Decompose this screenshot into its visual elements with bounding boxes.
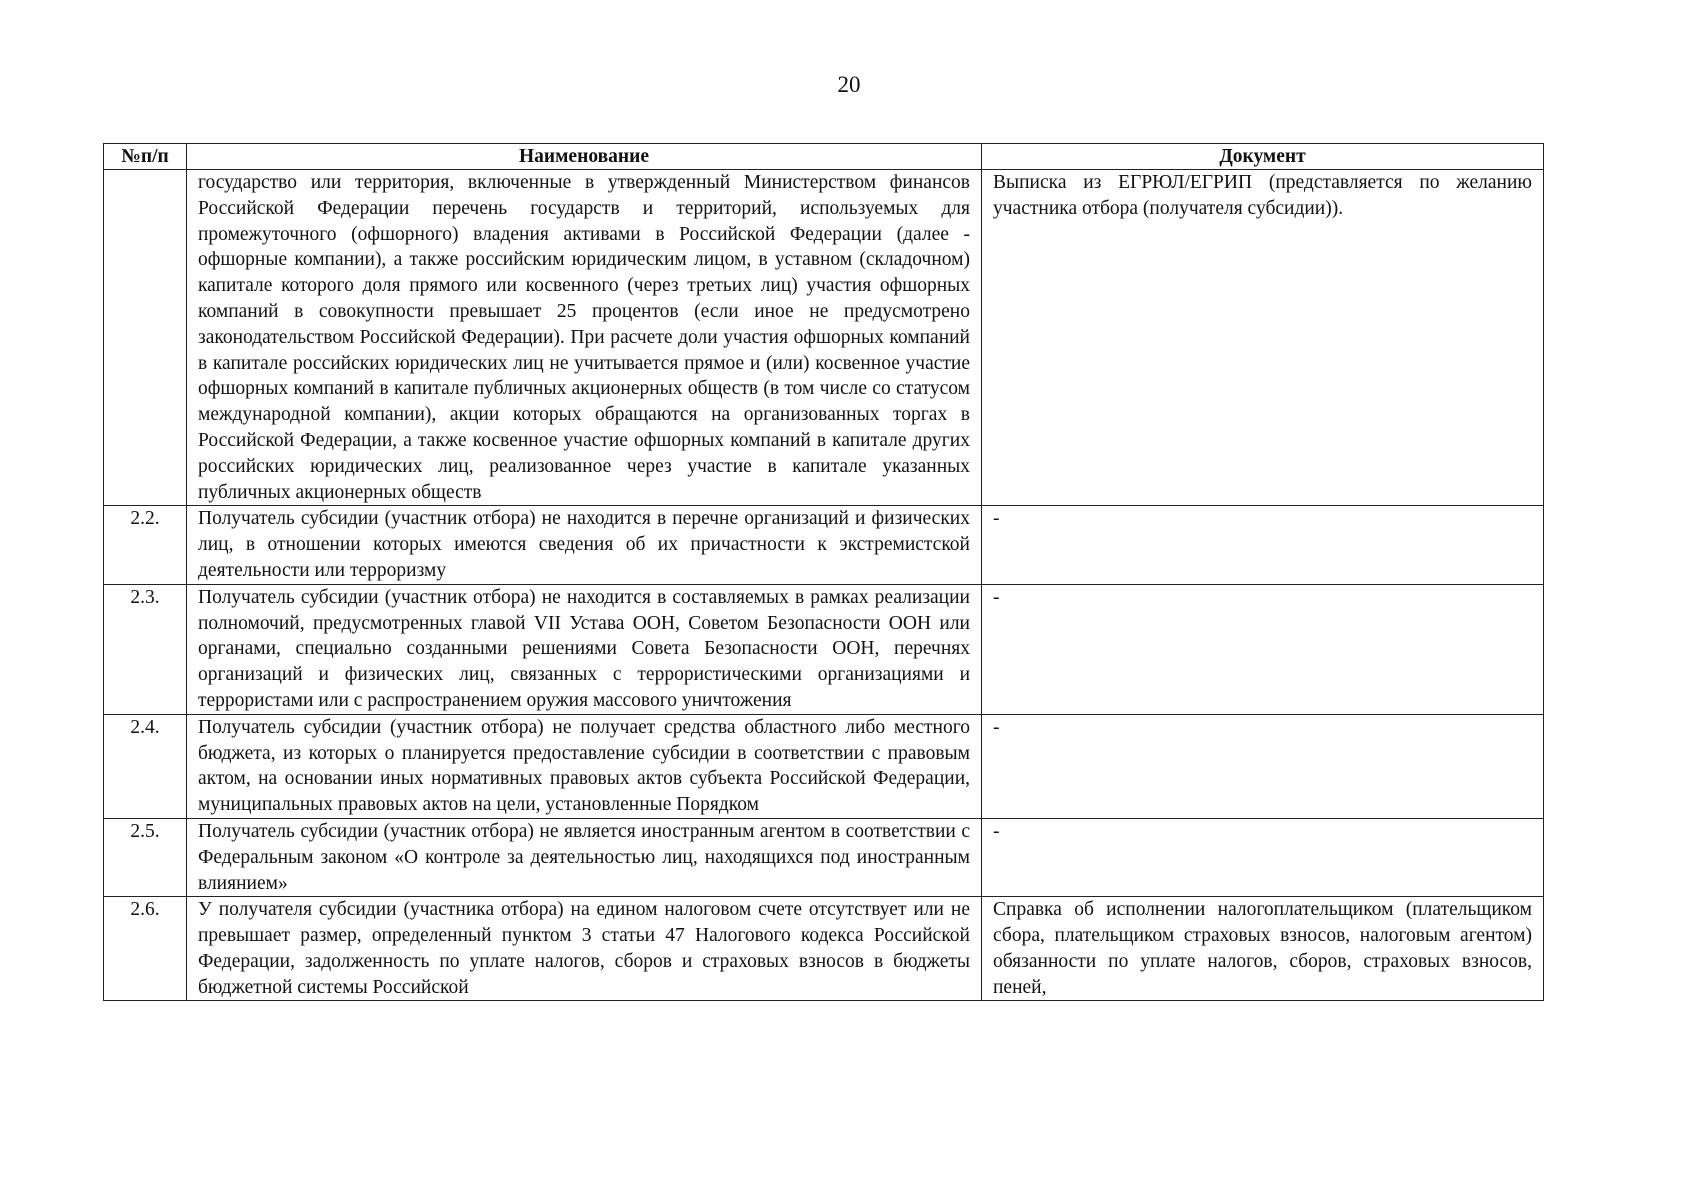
table-row (104, 818, 1544, 896)
table-row (104, 714, 1544, 818)
row-document: - (982, 506, 1544, 584)
table-row (104, 897, 1544, 1001)
row-document-text: Справка об исполнении налогоплательщиком (плательщиком сбора, плательщиком страховых взносов, налоговым агентом) обязанности по уплате налогов, сборов, страховых взносов, пеней, (993, 899, 1532, 998)
page-number: 20 (837, 72, 861, 97)
table-header-row (104, 144, 1544, 170)
row-number: 2.2. (104, 506, 187, 584)
table-row (104, 506, 1544, 584)
row-number: 2.6. (104, 897, 187, 1001)
header-name: Наименование (187, 144, 982, 170)
row-name: Получатель субсидии (участник отбора) не является иностранным агентом в соответствии с Федеральным законом «О контроле за деятельностью лиц, находящихся под иностранным влиянием» (187, 818, 982, 896)
row-number: 2.4. (104, 714, 187, 818)
row-number: 2.3. (104, 584, 187, 714)
row-name: Получатель субсидии (участник отбора) не находится в составляемых в рамках реализации полномочий, предусмотренных главой VII Устава ООН, Советом Безопасности ООН или органами, специально созданными решениями Совета Безопасности ООН, перечнях организаций и физических лиц, связанных с террористическими организациями и террористами или с распространением оружия массового уничтожения (187, 584, 982, 714)
row-name-text: У получателя субсидии (участника отбора) на едином налоговом счете отсутствует или не превышает размер, определенный пунктом 3 статьи 47 Налогового кодекса Российской Федерации, задолженность по уплате налогов, сборов и страховых взносов в бюджеты бюджетной системы Российской (198, 899, 970, 998)
row-name (187, 897, 982, 1001)
row-document: - (982, 584, 1544, 714)
row-document (982, 897, 1544, 1001)
requirements-table (103, 143, 1544, 1001)
row-document: - (982, 818, 1544, 896)
row-name: государство или территория, включенные в утвержденный Министерством финансов Российской Федерации перечень государств и территорий, используемых для промежуточного (офшорного) владения активами в Российской Федерации (далее - офшорные компании), а также российским юридическим лицом, в уставном (складочном) капитале которого доля прямого или косвенного (через третьих лиц) участия офшорных компаний в совокупности превышает 25 процентов (если иное не предусмотрено законодательством Российской Федерации). При расчете доли участия офшорных компаний в капитале российских юридических лиц не учитывается прямое и (или) косвенное участие офшорных компаний в капитале публичных акционерных обществ (в том числе со статусом международной компании), акции которых обращаются на организованных торгах в Российской Федерации, а также косвенное участие офшорных компаний в капитале других российских юридических лиц, реализованное через участие в капитале указанных публичных акционерных обществ (187, 170, 982, 506)
row-number (104, 170, 187, 506)
table-row (104, 170, 1544, 506)
header-document: Документ (982, 144, 1544, 170)
row-number: 2.5. (104, 818, 187, 896)
header-num: №п/п (104, 144, 187, 170)
row-name: Получатель субсидии (участник отбора) не находится в перечне организаций и физических лиц, в отношении которых имеются сведения об их причастности к экстремистской деятельности или терроризму (187, 506, 982, 584)
row-document: - (982, 714, 1544, 818)
row-name: Получатель субсидии (участник отбора) не получает средства областного либо местного бюджета, из которых о планируется предоставление субсидии в соответствии с правовым актом, на основании иных нормативных правовых актов субъекта Российской Федерации, муниципальных правовых актов на цели, установленные Порядком (187, 714, 982, 818)
table-row (104, 584, 1544, 714)
row-document: Выписка из ЕГРЮЛ/ЕГРИП (представляется по желанию участника отбора (получателя субсидии)). (982, 170, 1544, 506)
